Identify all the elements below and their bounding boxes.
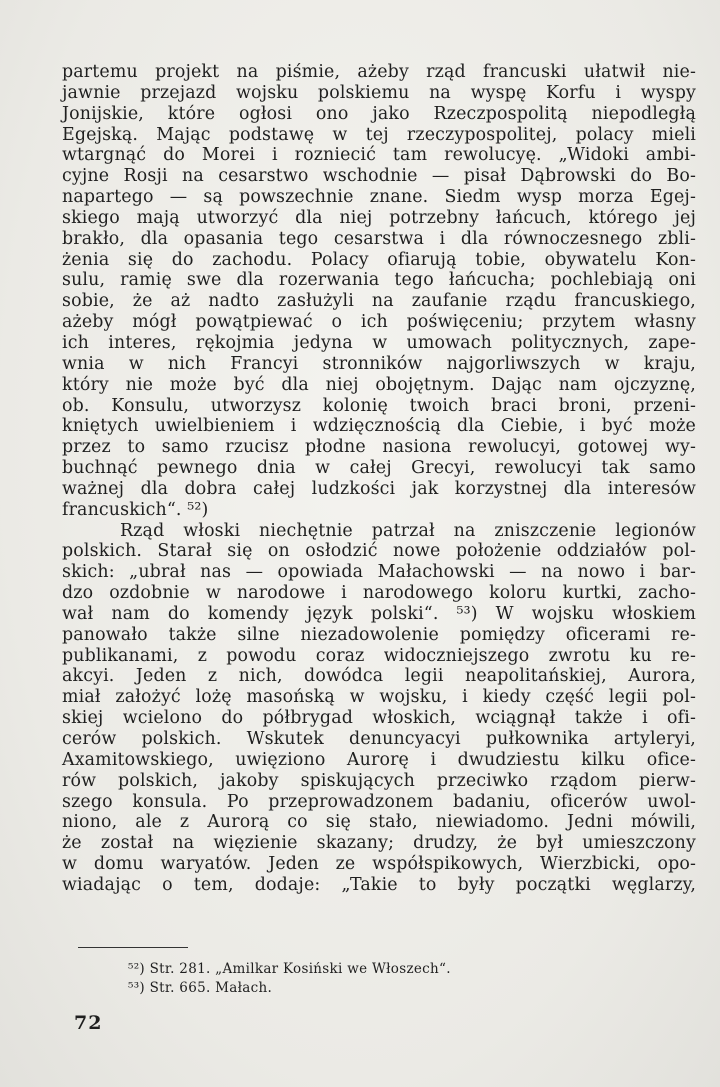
- text-line: sobie, że aż nadto zasłużyli na zaufanie rządu francuskiego,: [62, 291, 696, 312]
- main-text: [62, 62, 696, 896]
- footnote: ⁵²) Str. 281. „Amilkar Kosiński we Włoszech“.: [128, 961, 451, 977]
- text-line: skiego mają utworzyć dla niej potrzebny łańcuch, którego jej: [62, 207, 696, 228]
- text-line: napartego — są powszechnie znane. Siedm wysp morza Egej-: [62, 187, 696, 208]
- text-line: partemu projekt na piśmie, ażeby rząd francuski ułatwił nie-: [62, 62, 696, 82]
- text-line: wnia w nich Francyi stronników najgorliwszych w kraju,: [62, 353, 696, 374]
- text-line: jawnie przejazd wojsku polskiemu na wyspę Korfu i wyspy: [62, 82, 696, 103]
- footnote-divider: [78, 947, 188, 948]
- footnote: ⁵³) Str. 665. Małach.: [128, 980, 273, 996]
- text-line: buchnąć pewnego dnia w całej Grecyi, rewolucyi tak samo: [62, 458, 696, 479]
- text-line: cyjne Rosji na cesarstwo wschodnie — pisał Dąbrowski do Bo-: [62, 166, 696, 187]
- text-line: ważnej dla dobra całej ludzkości jak korzystnej dla interesów: [62, 478, 696, 499]
- text-line: Egejską. Mając podstawę w tej rzeczypospolitej, polacy mieli: [62, 124, 696, 145]
- text-line: w domu waryatów. Jeden ze współspikowych, Wierzbicki, opo-: [62, 854, 696, 875]
- text-line: żenia się do zachodu. Polacy ofiarują tobie, obywatelu Kon-: [62, 249, 696, 270]
- text-line: szego konsula. Po przeprowadzonem badaniu, oficerów uwol-: [62, 791, 696, 812]
- text-line: dzo ozdobnie w narodowe i narodowego koloru kurtki, zacho-: [62, 583, 696, 604]
- text-line: akcyi. Jeden z nich, dowódca legii neapolitańskiej, Aurora,: [62, 666, 696, 687]
- text-line: polskich. Starał się on osłodzić nowe położenie oddziałów pol-: [62, 541, 696, 562]
- text-line: sulu, ramię swe dla rozerwania tego łańcucha; pochlebiają oni: [62, 270, 696, 291]
- text-line: skiej wcielono do półbrygad włoskich, wciągnął także i ofi-: [62, 708, 696, 729]
- text-line: Axamitowskiego, uwięziono Aurorę i dwudziestu kilku ofice-: [62, 749, 696, 770]
- text-line: kniętych uwielbieniem i wdzięcznością dla Ciebie, i być może: [62, 416, 696, 437]
- text-line: wiadając o tem, dodaje: „Takie to były początki węglarzy,: [62, 874, 696, 895]
- footnotes: [128, 960, 628, 998]
- page-number: 72: [74, 1012, 103, 1034]
- text-line: przez to samo rzucisz płodne nasiona rewolucyi, gotowej wy-: [62, 437, 696, 458]
- text-line: ob. Konsulu, utworzysz kolonię twoich braci broni, przeni-: [62, 395, 696, 416]
- text-line: ażeby mógł powątpiewać o ich poświęceniu; przytem własny: [62, 312, 696, 333]
- text-line: publikanami, z powodu coraz widoczniejszego zwrotu ku re-: [62, 645, 696, 666]
- paragraph-start-line: Rząd włoski niechętnie patrzał na zniszczenie legionów: [120, 520, 696, 541]
- text-line: niono, ale z Aurorą co się stało, niewiadomo. Jedni mówili,: [62, 812, 696, 833]
- text-line: rów polskich, jakoby spiskujących przeciwko rządom pierw-: [62, 770, 696, 791]
- text-line: Jonijskie, które ogłosi ono jako Rzeczpospolitą niepodległą: [62, 103, 696, 124]
- text-line: skich: „ubrał nas — opowiada Małachowski — na nowo i bar-: [62, 562, 696, 583]
- text-line: wtargnąć do Morei i rozniecić tam rewolucyę. „Widoki ambi-: [62, 145, 696, 166]
- text-line: wał nam do komendy język polski“. ⁵³) W wojsku włoskiem: [62, 603, 696, 624]
- text-line: że został na więzienie skazany; drudzy, że był umieszczony: [62, 833, 696, 854]
- text-line: brakło, dla opasania tego cesarstwa i dla równoczesnego zbli-: [62, 228, 696, 249]
- text-line: cerów polskich. Wskutek denuncyacyi pułkownika artyleryi,: [62, 729, 696, 749]
- text-line: panowało także silne niezadowolenie pomiędzy oficerami re-: [62, 624, 696, 645]
- text-line: francuskich“. ⁵²): [62, 499, 209, 520]
- text-line: ich interes, rękojmia jedyna w umowach politycznych, zape-: [62, 332, 696, 353]
- text-line: który nie może być dla niej obojętnym. Dając nam ojczyznę,: [62, 374, 696, 395]
- text-line: miał założyć lożę masońską w wojsku, i kiedy część legii pol-: [62, 687, 696, 708]
